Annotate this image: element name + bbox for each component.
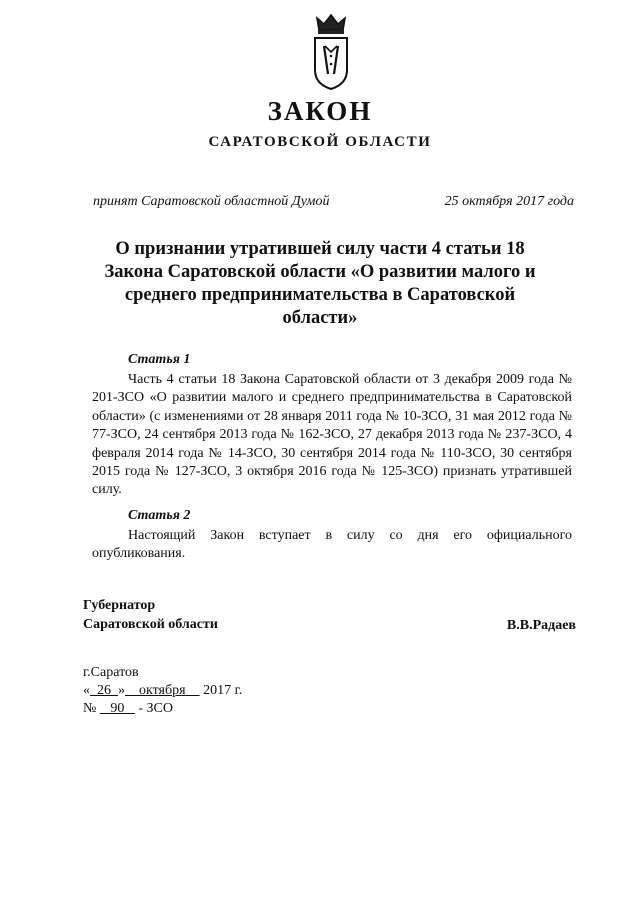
adoption-note: принят Саратовской областной Думой (93, 194, 330, 209)
signing-month: октября (139, 683, 186, 698)
law-number: № 90 - ЗСО (83, 701, 173, 716)
adoption-date: 25 октября 2017 года (444, 194, 574, 209)
signer-position-line1: Губернатор (83, 598, 156, 613)
article-2-title: Статья 2 (128, 508, 191, 523)
law-number-field (100, 701, 135, 716)
region-subtitle: САРАТОВСКОЙ ОБЛАСТИ (208, 134, 432, 150)
law-heading: О признании утратившей силу части 4 статьи 18 Закона Саратовской области «О развитии малого и среднего предпринимательства в Саратовской области» (104, 239, 536, 328)
signer-name: В.В.Радаев (506, 618, 576, 633)
law-number-suffix: - ЗСО (138, 701, 173, 716)
saratov-coat-of-arms-icon (309, 12, 353, 92)
article-1-body (92, 371, 572, 500)
article-2-text: Настоящий Закон вступает в силу со дня его официального опубликования. (92, 528, 572, 562)
law-number-value: 90 (110, 701, 125, 716)
signing-year: 2017 г. (203, 683, 243, 698)
signing-day-field (90, 683, 118, 698)
article-2-body (92, 527, 572, 564)
signing-date: « 26 » октября 2017 г. (83, 683, 243, 698)
signing-month-field (125, 683, 200, 698)
signer-position-line2: Саратовской области (83, 617, 218, 632)
signing-day: 26 (97, 683, 111, 698)
article-1-text: Часть 4 статьи 18 Закона Саратовской области от 3 декабря 2009 года № 201-ЗСО «О развитии малого и среднего предпринимательства в Саратовской области» (с изменениями от 28 января 2011 года № 10-ЗСО, 31 мая 2012 года № 77-ЗСО, 24 сентября 2013 года № 162-ЗСО, 27 декабря 2013 года № 237-ЗСО, 4 февраля 2014 года № 14-ЗСО, 30 сентября 2014 года № 110-ЗСО, 30 сентября 2015 года № 127-ЗСО, 3 октября 2016 года № 125-ЗСО) признать утратившей силу. (92, 372, 572, 498)
signing-city: г.Саратов (83, 665, 139, 680)
law-title: ЗАКОН (267, 96, 373, 126)
signer-position (83, 596, 218, 634)
signing-details (83, 664, 242, 718)
article-1-title: Статья 1 (128, 352, 191, 367)
